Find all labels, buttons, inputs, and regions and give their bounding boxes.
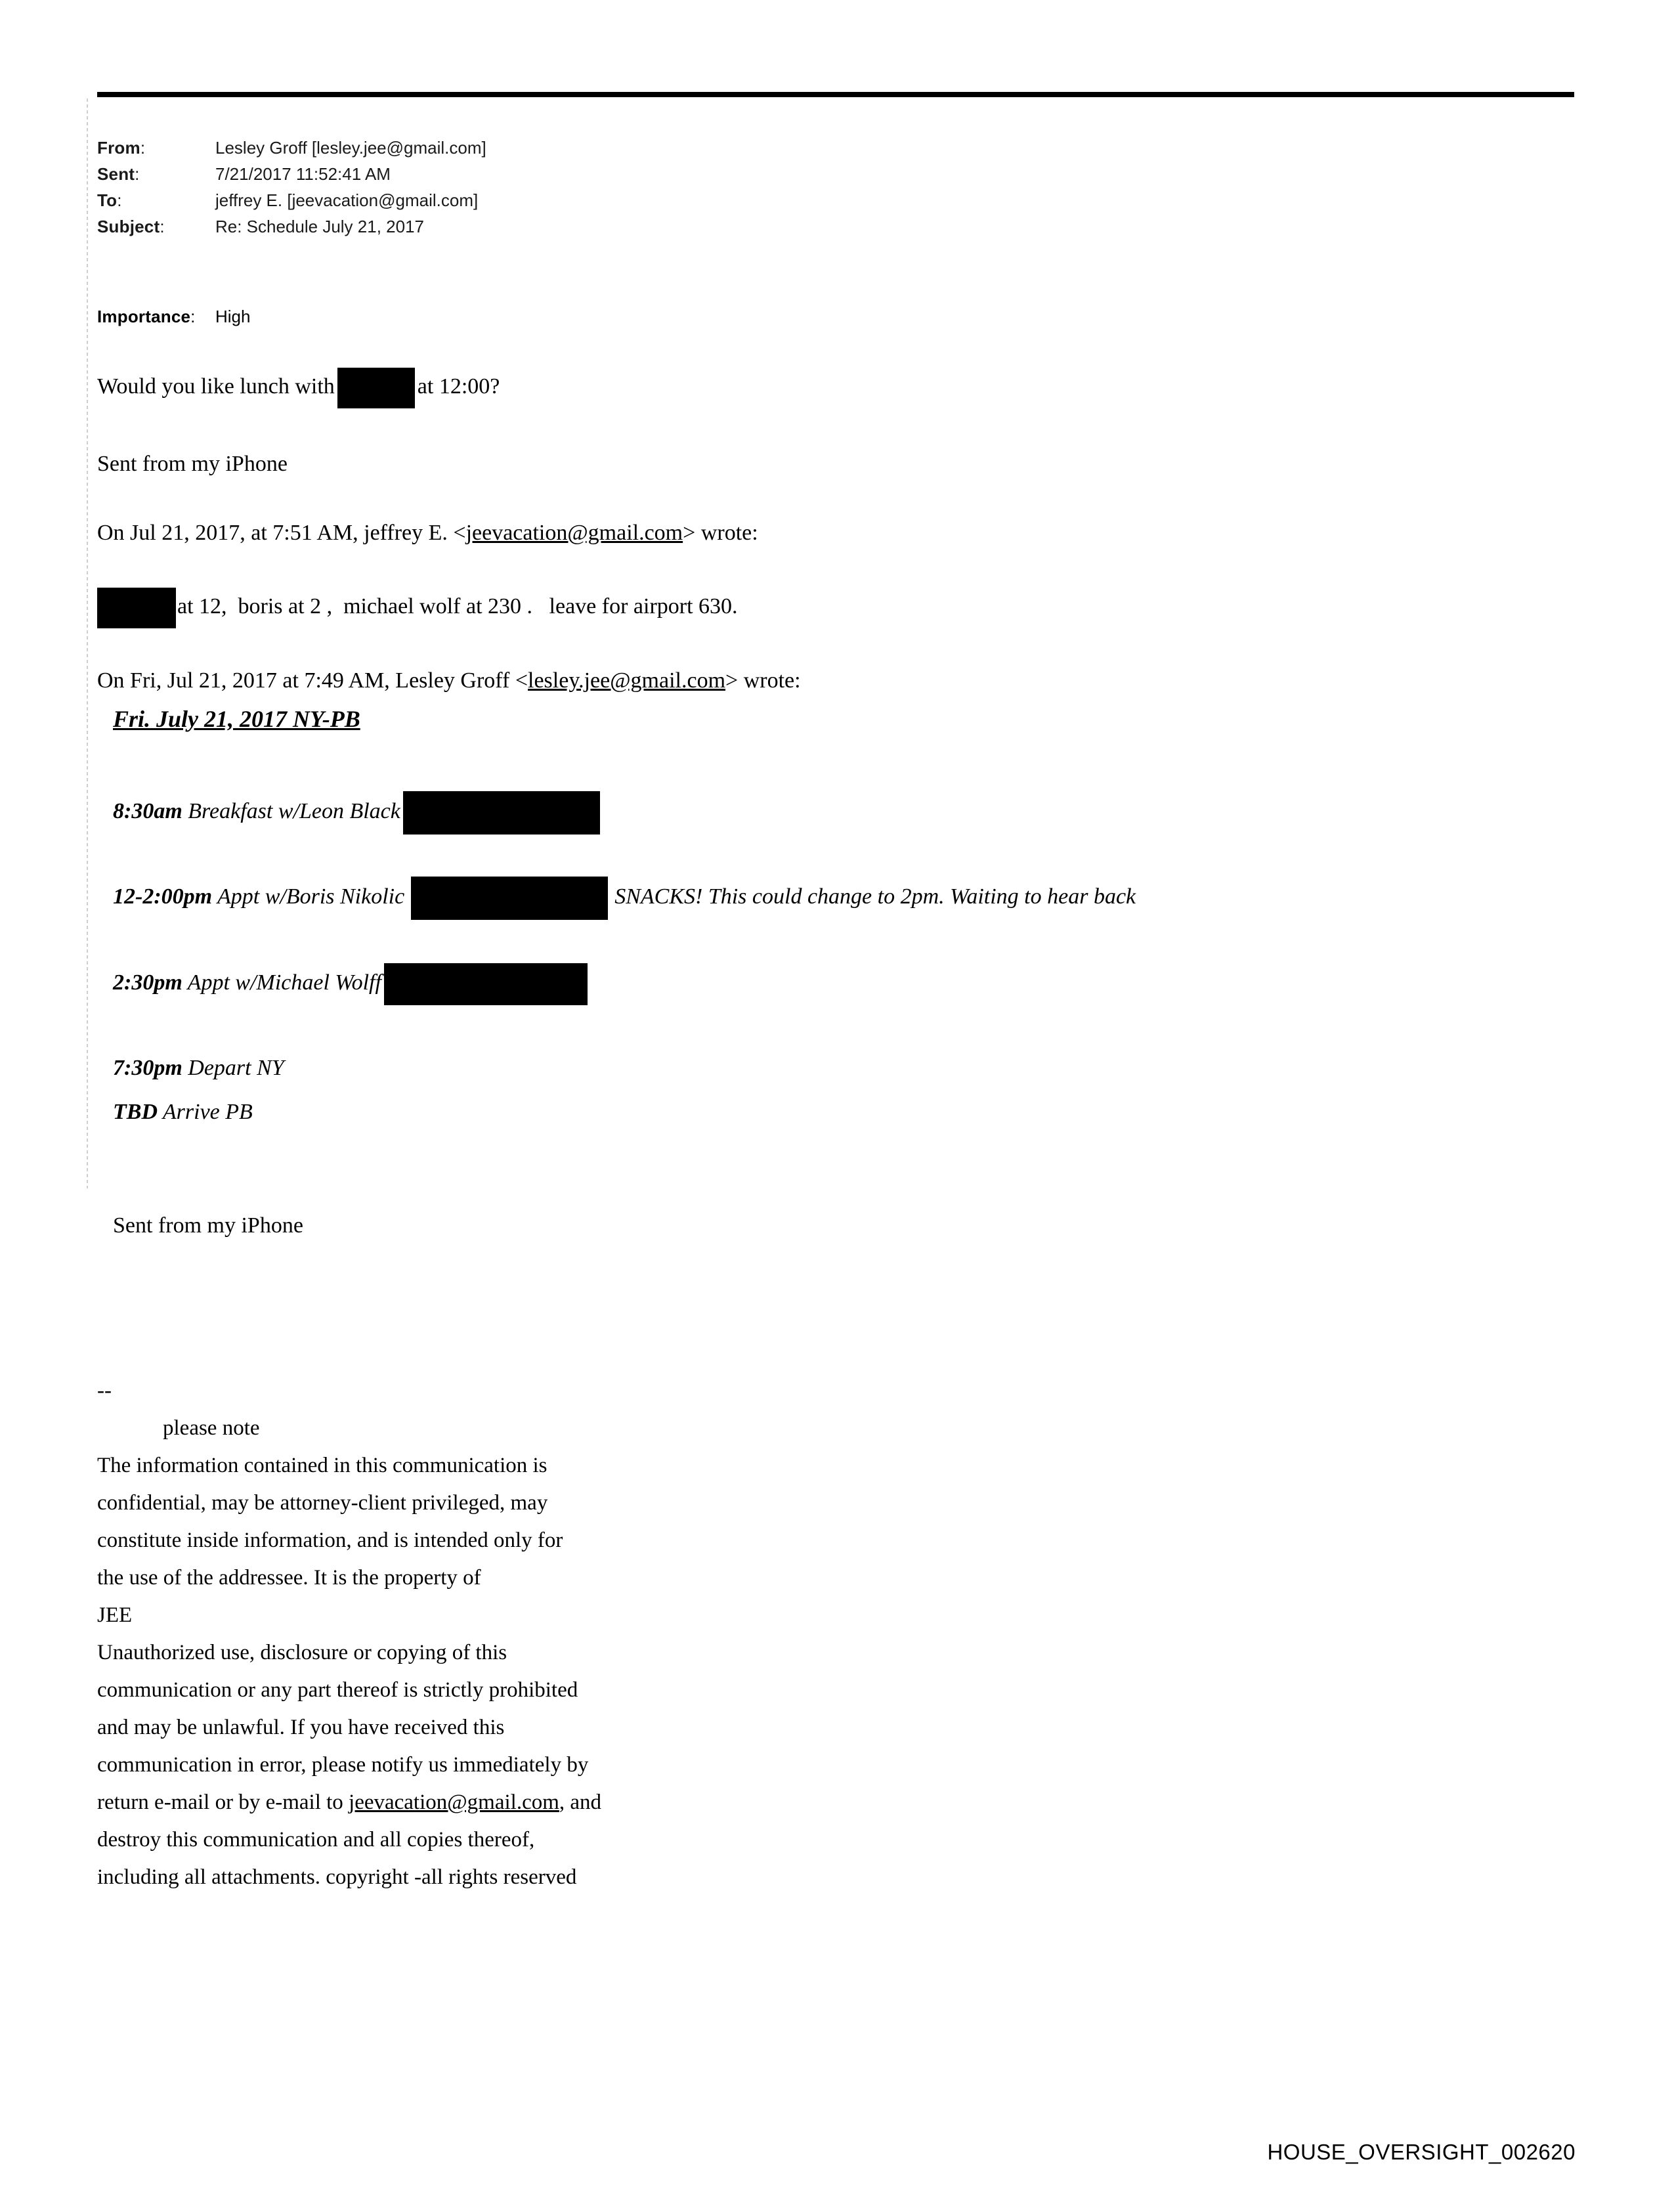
disclaimer-line-8: communication in error, please notify us immediately by bbox=[97, 1753, 589, 1777]
schedule-item-2-text: Appt w/Boris Nikolic bbox=[217, 884, 405, 909]
header-row-importance bbox=[97, 303, 1148, 330]
reply-quote-header-2 bbox=[97, 666, 1476, 695]
disclaimer-please-note: please note bbox=[163, 1416, 260, 1440]
schedule-item-4-time: 7:30pm bbox=[113, 1056, 182, 1080]
body-line-agenda bbox=[97, 588, 1344, 628]
header-row-to bbox=[97, 187, 1148, 213]
quote2-suffix: > wrote: bbox=[725, 668, 801, 693]
disclaimer-line-after-0: destroy this communication and all copies thereof, bbox=[97, 1828, 535, 1852]
lunch-suffix: at 12:00? bbox=[417, 374, 500, 399]
disclaimer-return-line bbox=[97, 1784, 1082, 1821]
header-row-from bbox=[97, 135, 1148, 161]
bates-number: HOUSE_OVERSIGHT_002620 bbox=[1267, 2140, 1576, 2164]
header-row-subject bbox=[97, 213, 1148, 240]
redaction-box-3 bbox=[403, 791, 600, 835]
sent-from-iphone-2: Sent from my iPhone bbox=[113, 1213, 303, 1238]
disclaimer-line-7: and may be unlawful. If you have received this bbox=[97, 1716, 505, 1739]
schedule-item-5-text: Arrive PB bbox=[162, 1100, 253, 1124]
header-label-to: To: bbox=[97, 190, 122, 210]
quote1-email-link[interactable]: jeevacation@gmail.com bbox=[465, 521, 683, 545]
quote1-prefix: On Jul 21, 2017, at 7:51 AM, jeffrey E. < bbox=[97, 521, 466, 545]
schedule-item-5-time: TBD bbox=[113, 1100, 158, 1124]
disclaimer-email-link[interactable]: jeevacation@gmail.com bbox=[349, 1790, 559, 1814]
disclaimer-line-6: communication or any part thereof is strictly prohibited bbox=[97, 1678, 578, 1702]
reply-quote-header-1 bbox=[97, 519, 1344, 548]
disclaimer-line-3: the use of the addressee. It is the property of bbox=[97, 1566, 481, 1590]
schedule-item-2-trailing: SNACKS! This could change to 2pm. Waiting to hear back bbox=[614, 884, 1136, 909]
header-label-subject: Subject: bbox=[97, 217, 165, 236]
lunch-prefix: Would you like lunch with bbox=[97, 374, 335, 399]
quote1-suffix: > wrote: bbox=[683, 521, 758, 545]
redaction-box-5 bbox=[384, 963, 588, 1005]
agenda-text: at 12, boris at 2 , michael wolf at 230 . leave for airport 630. bbox=[177, 594, 738, 618]
disclaimer-dashes: -- bbox=[97, 1379, 112, 1402]
redaction-box-2 bbox=[97, 588, 176, 628]
quote2-prefix: On Fri, Jul 21, 2017 at 7:49 AM, Lesley Groff < bbox=[97, 668, 528, 693]
scan-edge-artifact bbox=[87, 98, 88, 1188]
schedule-title: Fri. July 21, 2017 NY-PB bbox=[113, 706, 360, 732]
header-label-importance: Importance: bbox=[97, 307, 196, 326]
schedule-item-1-text: Breakfast w/Leon Black bbox=[188, 798, 400, 823]
body-line-lunch bbox=[97, 368, 1279, 408]
sent-from-iphone-1: Sent from my iPhone bbox=[97, 452, 288, 476]
disclaimer-line-2: constitute inside information, and is intended only for bbox=[97, 1529, 563, 1552]
schedule-item-1 bbox=[113, 791, 600, 835]
disclaimer-line-0: The information contained in this communication is bbox=[97, 1454, 547, 1477]
schedule-item-2-time: 12-2:00pm bbox=[113, 884, 213, 909]
header-label-sent: Sent: bbox=[97, 164, 140, 184]
schedule-item-4-text: Depart NY bbox=[188, 1056, 284, 1080]
disclaimer-line-4: JEE bbox=[97, 1603, 133, 1627]
header-value-from: Lesley Groff [lesley.jee@gmail.com] bbox=[215, 138, 486, 158]
redaction-box-4 bbox=[411, 877, 608, 920]
header-value-importance: High bbox=[215, 307, 251, 326]
email-header bbox=[97, 135, 1148, 240]
disclaimer-line-5: Unauthorized use, disclosure or copying of this bbox=[97, 1641, 507, 1664]
header-label-from: From: bbox=[97, 138, 146, 158]
confidentiality-disclaimer bbox=[97, 1372, 1082, 1896]
schedule-item-2 bbox=[113, 877, 1136, 920]
schedule-item-1-time: 8:30am bbox=[113, 798, 182, 823]
quote2-email-link[interactable]: lesley.jee@gmail.com bbox=[528, 668, 726, 693]
header-value-subject: Re: Schedule July 21, 2017 bbox=[215, 217, 424, 236]
header-row-sent bbox=[97, 161, 1148, 187]
email-importance bbox=[97, 303, 1148, 330]
schedule-item-3-time: 2:30pm bbox=[113, 970, 182, 995]
header-value-sent: 7/21/2017 11:52:41 AM bbox=[215, 164, 391, 184]
redaction-box-1 bbox=[337, 368, 415, 408]
schedule-item-3 bbox=[113, 963, 588, 1005]
schedule-item-5 bbox=[113, 1098, 253, 1127]
schedule-item-4 bbox=[113, 1054, 284, 1083]
header-value-to: jeffrey E. [jeevacation@gmail.com] bbox=[215, 190, 479, 210]
disclaimer-line-after-1: including all attachments. copyright -all rights reserved bbox=[97, 1865, 577, 1889]
disclaimer-return-prefix: return e-mail or by e-mail to bbox=[97, 1790, 349, 1814]
disclaimer-line-1: confidential, may be attorney-client privileged, may bbox=[97, 1491, 548, 1515]
schedule-item-3-text: Appt w/Michael Wolff bbox=[187, 970, 381, 995]
header-divider-rule bbox=[97, 92, 1574, 97]
disclaimer-return-suffix: , and bbox=[559, 1790, 602, 1814]
